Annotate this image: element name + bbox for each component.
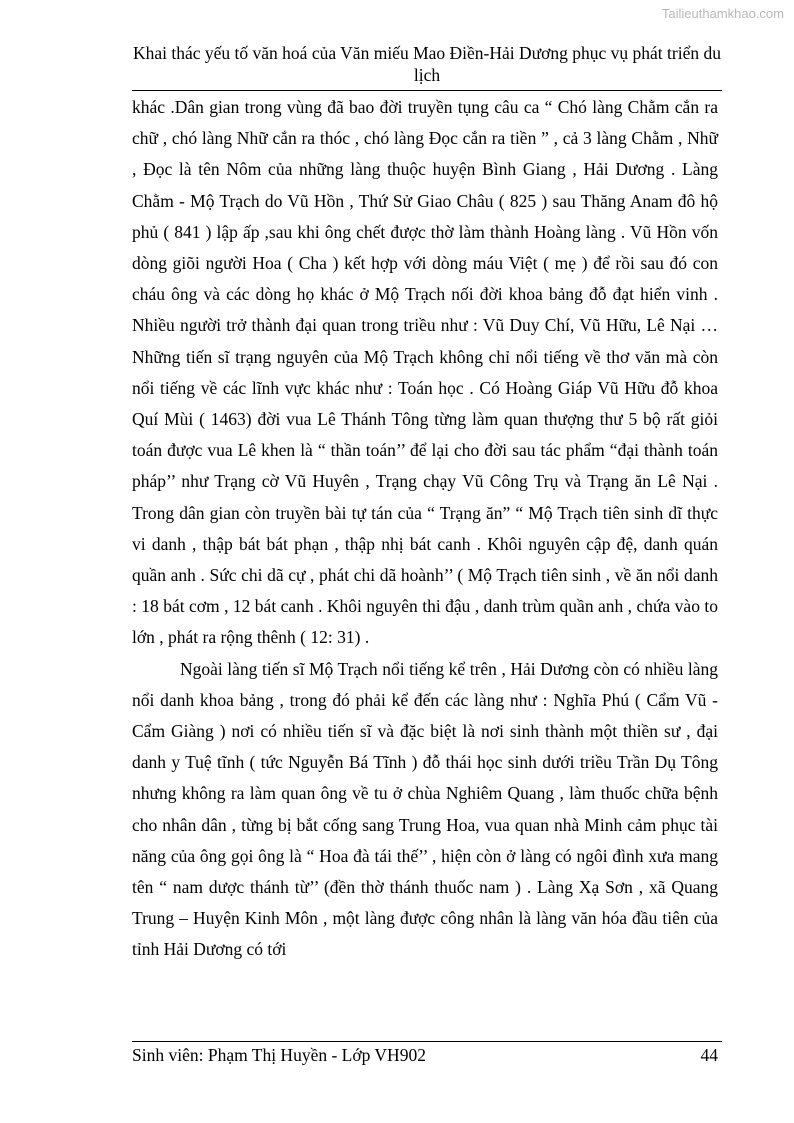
paragraph: khác .Dân gian trong vùng đã bao đời truyền tụng câu ca “ Chó làng Chằm cắn ra chữ , chó làng Nhữ cắn ra thóc , chó làng Đọc cắn ra tiền ” , cả 3 làng Chằm , Nhữ , Đọc là tên Nôm của những làng thuộc huyện Bình Giang , Hải Dương . Làng Chằm - Mộ Trạch do Vũ Hồn , Thứ Sử Giao Châu ( 825 ) sau Thăng Anam đô hộ phủ ( 841 ) lập ấp ,sau khi ông chết được thờ làm thành Hoàng làng . Vũ Hồn vốn dòng giõi người Hoa ( Cha ) kết hợp với dòng máu Việt ( mẹ ) để rồi sau đó con cháu ông và các dòng họ khác ở Mộ Trạch nối đời khoa bảng đỗ đạt hiển vinh . Nhiều người trở thành đại quan trong triều như : Vũ Duy Chí, Vũ Hữu, Lê Nại … Những tiến sĩ trạng nguyên của Mộ Trạch không chỉ nổi tiếng về thơ văn mà còn nổi tiếng về các lĩnh vực khác như : Toán học . Có Hoàng Giáp Vũ Hữu đỗ khoa Quí Mùi ( 1463) đời vua Lê Thánh Tông từng làm quan thượng thư 5 bộ rất giỏi toán được vua Lê khen là “ thần toán’’ để lại cho đời sau tác phẩm “đại thành toán pháp’’ như Trạng cờ Vũ Huyên , Trạng chạy Vũ Công Trụ và Trạng ăn Lê Nại . Trong dân gian còn truyền bài tự tán của “ Trạng ăn” “ Mộ Trạch tiên sinh dĩ thực vi danh , thập bát bát phạn , thập nhị bát canh . Khôi nguyên cập đệ, danh quán quần anh . Sức chi dã cự , phát chi dã hoành’’ ( Mộ Trạch tiên sinh , về ăn nổi danh : 18 bát cơm , 12 bát canh . Khôi nguyên thi đậu , danh trùm quần anh , chứa vào to lớn , phát ra rộng thênh ( 12: 31) . <box>132 97 718 648</box>
body-text <box>132 92 718 966</box>
page-number: 44 <box>700 1045 718 1065</box>
page-header: Khai thác yếu tố văn hoá của Văn miếu Mao Điền-Hải Dương phục vụ phát triển du lịch <box>133 43 721 85</box>
footer-author: Sinh viên: Phạm Thị Huyền - Lớp VH902 <box>132 1045 426 1065</box>
header-divider <box>132 90 722 91</box>
page-footer <box>132 1044 722 1066</box>
footer-divider <box>132 1041 722 1042</box>
paragraph: Ngoài làng tiến sĩ Mộ Trạch nổi tiếng kể trên , Hải Dương còn có nhiều làng nổi danh khoa bảng , trong đó phải kể đến các làng như : Nghĩa Phú ( Cẩm Vũ - Cẩm Giàng ) nơi có nhiều tiến sĩ và đặc biệt là nơi sinh thành một thiền sư , đại danh y Tuệ tĩnh ( tức Nguyễn Bá Tĩnh ) đỗ thái học sinh dưới triều Trần Dụ Tông nhưng không ra làm quan ông về tu ở chùa Nghiêm Quang , làm thuốc chữa bệnh cho nhân dân , từng bị bắt cống sang Trung Hoa, vua quan nhà Minh cảm phục tài năng của ông gọi ông là “ Hoa đà tái thế’’ , hiện còn ở làng có ngôi đình xưa mang tên “ nam dược thánh từ’’ (đền thờ thánh thuốc nam ) . Làng Xạ Sơn , xã Quang Trung – Huyện Kinh Môn , một làng được công nhân là làng văn hóa đầu tiên của tỉnh Hải Dương có tới <box>132 658 718 960</box>
watermark: Tailieuthamkhao.com <box>661 6 784 21</box>
